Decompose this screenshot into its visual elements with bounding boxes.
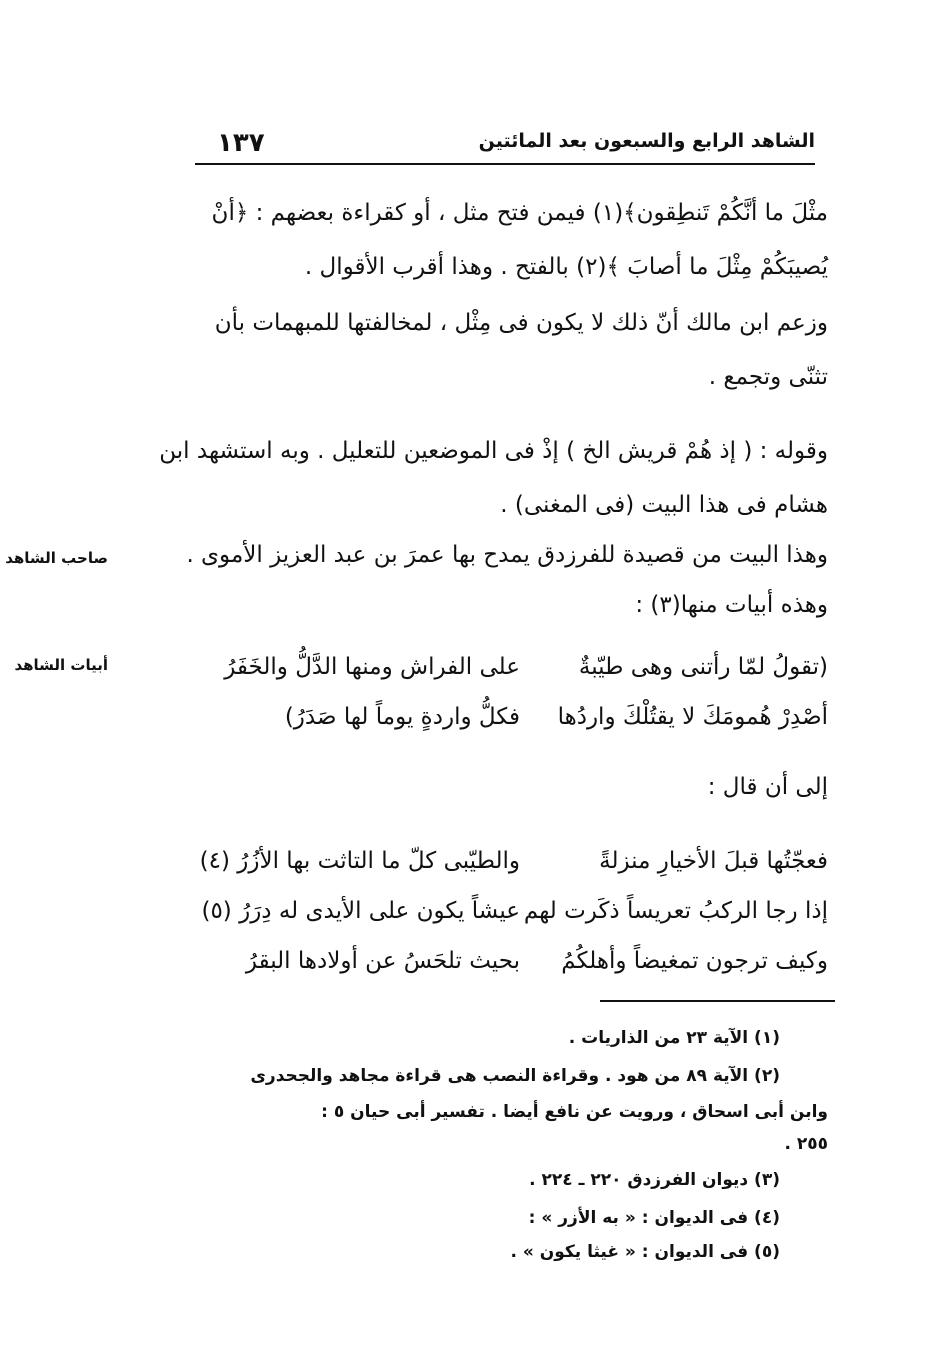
verse-second-hemistich: على الفراش ومنها الدَّلُّ والخَفَرُ xyxy=(224,654,520,680)
verse-first-hemistich: وكيف ترجون تمغيضاً وأهلكُمُ xyxy=(561,948,828,974)
verse-first-hemistich: إذا رجا الركبُ تعريساً ذكَرت لهم xyxy=(523,898,828,924)
verse-first-hemistich: فعجّتُها قبلَ الأخيارِ منزلةً xyxy=(599,848,828,874)
margin-note-owner: صاحب الشاهد xyxy=(5,549,108,567)
body-line: هشام فى هذا البيت (فى المغنى) . xyxy=(500,492,828,518)
body-line: مثْلَ ما أنَّكُمْ تَنطِقون﴾(١) فيمن فتح مثل ، أو كقراءة بعضهم : ﴿أنْ xyxy=(211,200,828,226)
footnote-continuation: ٢٥٥ . xyxy=(784,1134,828,1154)
verse-second-hemistich: فكلُّ واردةٍ يوماً لها صَدَرُ) xyxy=(284,704,520,730)
footnote: (٤) فى الديوان : « به الأزر » : xyxy=(528,1208,780,1228)
body-line: وزعم ابن مالك أنّ ذلك لا يكون فى مِثْل ، لمخالفتها للمبهمات بأن xyxy=(214,310,828,336)
header-title: الشاهد الرابع والسبعون بعد المائتين xyxy=(478,130,815,152)
verse-second-hemistich: بحيث تلحَسُ عن أولادها البقرُ xyxy=(245,948,520,974)
footnote: (٥) فى الديوان : « غيثا يكون » . xyxy=(510,1242,780,1262)
verse-first-hemistich: أصْدِرْ هُمومَكَ لا يقتُلْكَ واردُها xyxy=(557,704,828,730)
header-rule xyxy=(195,163,815,165)
footnote: (٣) ديوان الفرزدق ٢٢٠ ـ ٢٢٤ . xyxy=(529,1170,780,1190)
footnote-rule xyxy=(600,1000,835,1002)
verse-second-hemistich: عيشاً يكون على الأيدى له دِرَرُ (٥) xyxy=(201,898,520,924)
page-number: ١٣٧ xyxy=(217,128,265,158)
body-line: إلى أن قال : xyxy=(707,774,828,800)
verse-second-hemistich: والطيّبى كلّ ما التاثت بها الأزُرُ (٤) xyxy=(199,848,520,874)
body-line: يُصيبَكُمْ مِثْلَ ما أصابَ ﴾(٢) بالفتح . وهذا أقرب الأقوال . xyxy=(304,254,828,280)
body-line: وقوله : ( إذ هُمْ قريش الخ ) إذْ فى الموضعين للتعليل . وبه استشهد ابن xyxy=(159,438,828,464)
body-line: تثنّى وتجمع . xyxy=(708,364,828,390)
body-line: وهذا البيت من قصيدة للفرزدق يمدح بها عمرَ بن عبد العزيز الأموى . xyxy=(186,542,828,568)
footnote-continuation: وابن أبى اسحاق ، ورويت عن نافع أيضا . تفسير أبى حيان ٥ : xyxy=(321,1102,828,1122)
footnote: (٢) الآية ٨٩ من هود . وقراءة النصب هى قراءة مجاهد والجحدرى xyxy=(250,1066,780,1086)
running-header xyxy=(195,128,815,162)
body-line: وهذه أبيات منها(٣) : xyxy=(635,592,828,618)
verse-first-hemistich: (تقولُ لمّا رأتنى وهى طيّبةٌ xyxy=(578,654,828,680)
margin-note-verses: أبيات الشاهد xyxy=(14,656,108,674)
footnote: (١) الآية ٢٣ من الذاريات . xyxy=(568,1028,780,1048)
